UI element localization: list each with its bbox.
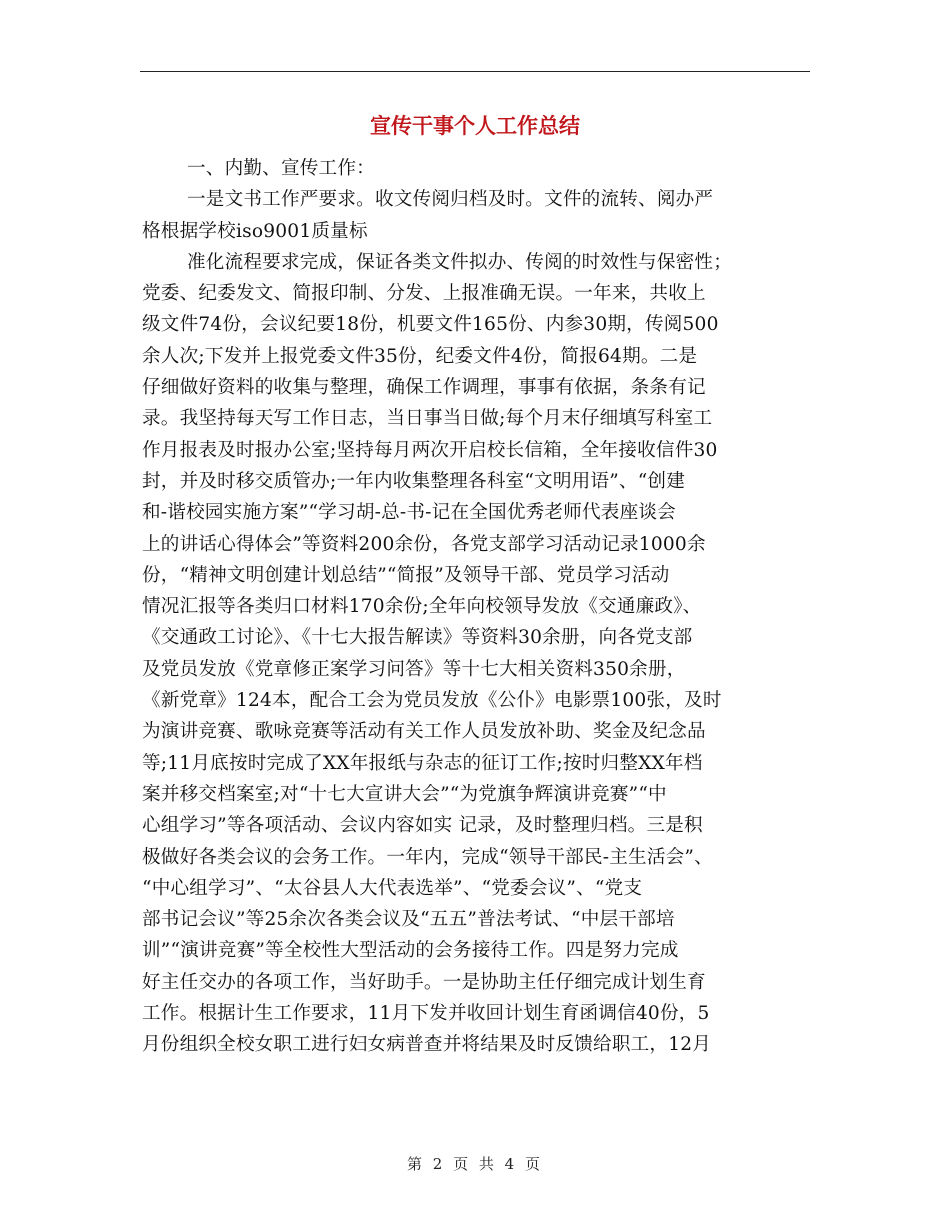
paragraph-line: 准化流程要求完成，保证各类文件拟办、传阅的时效性与保密性； [187,251,733,273]
paragraph-line: 级文件74份，会议纪要18份，机要文件165份、内参30期，传阅500 [142,314,719,336]
paragraph-line: “中心组学习”、“太谷县人大代表选举”、“党委会议”、“党支 [142,877,643,899]
paragraph-line: 部书记会议”等25余次各类会议及“五五”普法考试、“中层干部培 [142,909,675,931]
paragraph-line: 等;11月底按时完成了XX年报纸与杂志的征订工作;按时归整XX年档 [142,752,703,774]
paragraph-line: 月份组织全校女职工进行妇女病普查并将结果及时反馈给职工，12月 [142,1034,712,1056]
paragraph-line: 党委、纪委发文、简报印制、分发、上报准确无误。一年来，共收上 [142,283,706,305]
paragraph-line: 作月报表及时报办公室;坚持每月两次开启校长信箱，全年接收信件30 [142,439,718,461]
paragraph-line: 一是文书工作严要求。收文传阅归档及时。文件的流转、阅办严 [187,189,714,211]
paragraph-line: 仔细做好资料的收集与整理，确保工作调理，事事有依据，条条有记 [142,377,706,399]
paragraph-line: 案并移交档案室;对“十七大宣讲大会”“为党旗争辉演讲竞赛”“中 [142,783,667,805]
paragraph-line: 及党员发放《党章修正案学习问答》等十七大相关资料350余册， [142,658,686,680]
paragraph-line: 和-谐校园实施方案”“学习胡-总-书-记在全国优秀老师代表座谈会 [142,502,676,524]
paragraph-line: 上的讲话心得体会”等资料200余份，各党支部学习活动记录1000余 [142,533,706,555]
paragraph-line: 情况汇报等各类归口材料170余份;全年向校领导发放《交通廉政》、 [142,596,702,618]
paragraph-line: 《交通政工讨论》、《十七大报告解读》等资料30余册，向各党支部 [142,627,693,649]
paragraph-line: 工作。根据计生工作要求，11月下发并收回计划生育函调信40份，5 [142,1003,710,1025]
section-heading: 一、内勤、宣传工作： [187,158,375,179]
paragraph-line: 极做好各类会议的会务工作。一年内，完成“领导干部民-主生活会”、 [142,846,713,868]
paragraph-line: 心组学习”等各项活动、会议内容如实 记录，及时整理归档。三是积 [142,815,703,837]
paragraph-line: 训”“演讲竞赛”等全校性大型活动的会务接待工作。四是努力完成 [142,940,679,962]
paragraph-line: 为演讲竞赛、歌咏竞赛等活动有关工作人员发放补助、奖金及纪念品 [142,721,706,743]
paragraph-line: 封，并及时移交质管办;一年内收集整理各科室“文明用语”、“创建 [142,470,686,492]
paragraph-line: 份，“精神文明创建计划总结”“简报”及领导干部、党员学习活动 [142,564,670,586]
paragraph-line: 格根据学校iso9001质量标 [142,220,368,242]
document-title: 宣传干事个人工作总结 [370,113,580,138]
paragraph-line: 好主任交办的各项工作，当好助手。一是协助主任仔细完成计划生育 [142,971,706,993]
paragraph-line: 录。我坚持每天写工作日志，当日事当日做;每个月末仔细填写科室工 [142,408,713,430]
paragraph-line: 余人次;下发并上报党委文件35份，纪委文件4份，简报64期。二是 [142,345,698,367]
document-body [142,153,814,1061]
header-rule [140,71,810,72]
paragraph-line: 《新党章》124本，配合工会为党员发放《公仆》电影票100张，及时 [142,690,722,712]
page-number-footer: 第 2 页 共 4 页 [407,1155,543,1173]
